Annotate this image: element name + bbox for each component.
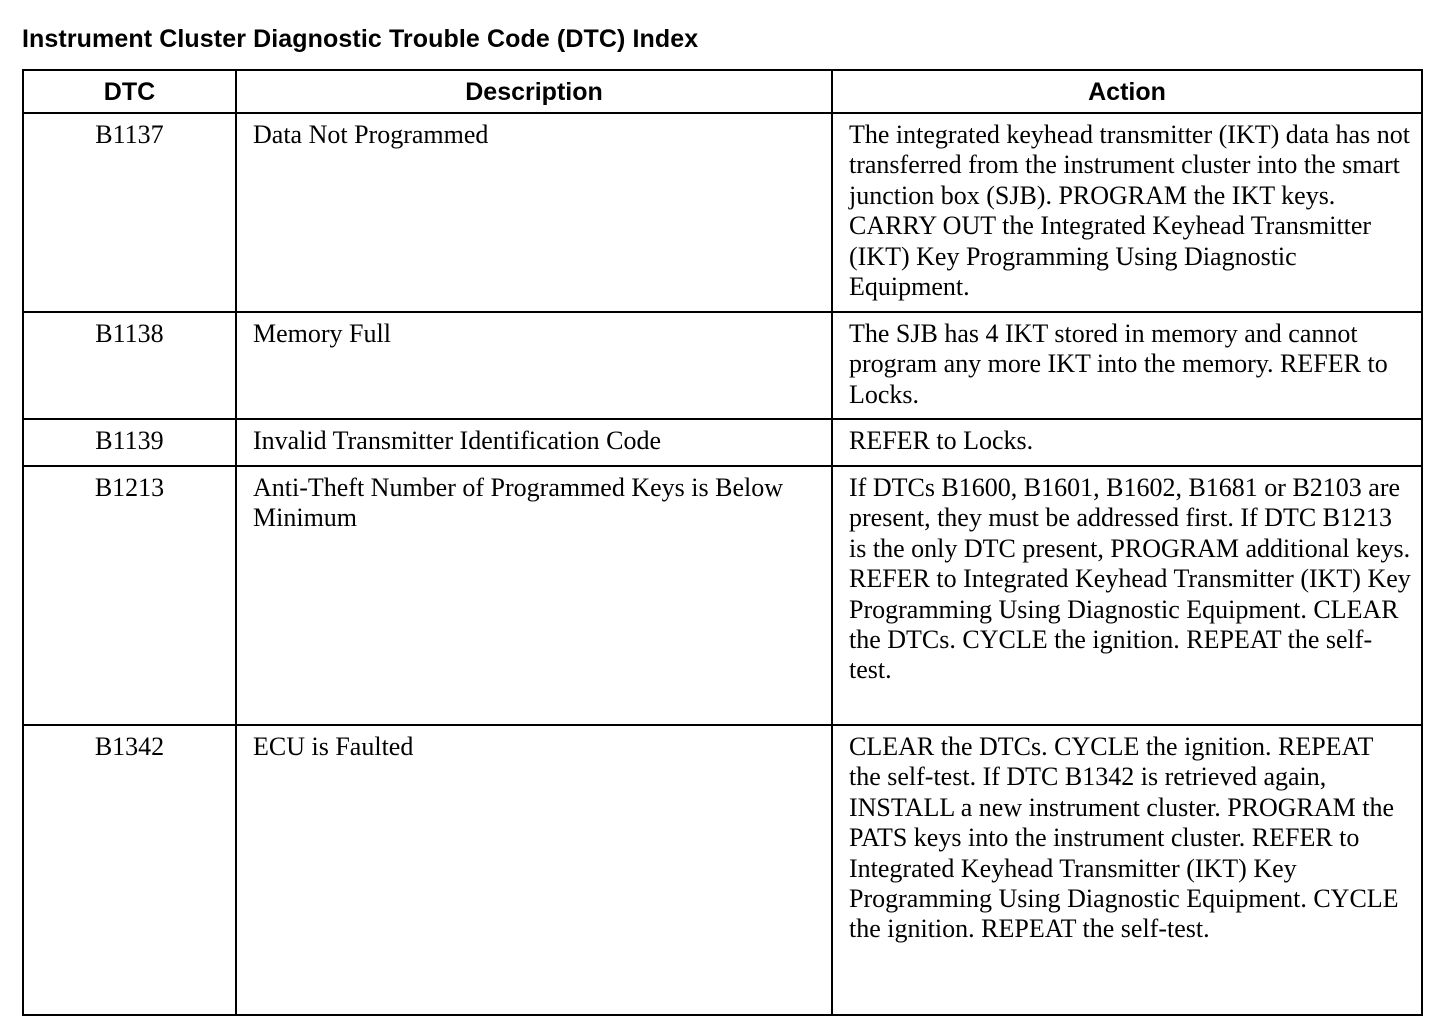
table-row [23,113,1422,312]
table-row [23,419,1422,466]
dtc-index-table [22,69,1423,1016]
description-cell: Memory Full [236,312,832,419]
action-cell: The integrated keyhead transmitter (IKT) data has not transferred from the instrument cluster into the smart junction box (SJB). PROGRAM the IKT keys. CARRY OUT the Integrated Keyhead Transmitter (IKT) Key Programming Using Diagnostic Equipment. [832,113,1422,312]
table-row [23,466,1422,725]
header-description: Description [236,70,832,113]
dtc-code-cell: B1213 [23,466,236,725]
header-dtc: DTC [23,70,236,113]
description-cell: Invalid Transmitter Identification Code [236,419,832,466]
dtc-code-cell: B1342 [23,725,236,1015]
dtc-code-cell: B1139 [23,419,236,466]
description-cell: ECU is Faulted [236,725,832,1015]
description-cell: Data Not Programmed [236,113,832,312]
table-header-row [23,70,1422,113]
description-cell: Anti-Theft Number of Programmed Keys is Below Minimum [236,466,832,725]
dtc-code-cell: B1137 [23,113,236,312]
document-title: Instrument Cluster Diagnostic Trouble Code (DTC) Index [22,25,699,53]
dtc-code-cell: B1138 [23,312,236,419]
table-row [23,312,1422,419]
action-cell: The SJB has 4 IKT stored in memory and cannot program any more IKT into the memory. REFER to Locks. [832,312,1422,419]
action-cell: If DTCs B1600, B1601, B1602, B1681 or B2103 are present, they must be addressed first. If DTC B1213 is the only DTC present, PROGRAM additional keys. REFER to Integrated Keyhead Transmitter (IKT) Key Programming Using Diagnostic Equipment. CLEAR the DTCs. CYCLE the ignition. REPEAT the self-test. [832,466,1422,725]
action-cell: REFER to Locks. [832,419,1422,466]
header-action: Action [832,70,1422,113]
action-cell: CLEAR the DTCs. CYCLE the ignition. REPEAT the self-test. If DTC B1342 is retrieved again, INSTALL a new instrument cluster. PROGRAM the PATS keys into the instrument cluster. REFER to Integrated Keyhead Transmitter (IKT) Key Programming Using Diagnostic Equipment. CYCLE the ignition. REPEAT the self-test. [832,725,1422,1015]
table-row [23,725,1422,1015]
